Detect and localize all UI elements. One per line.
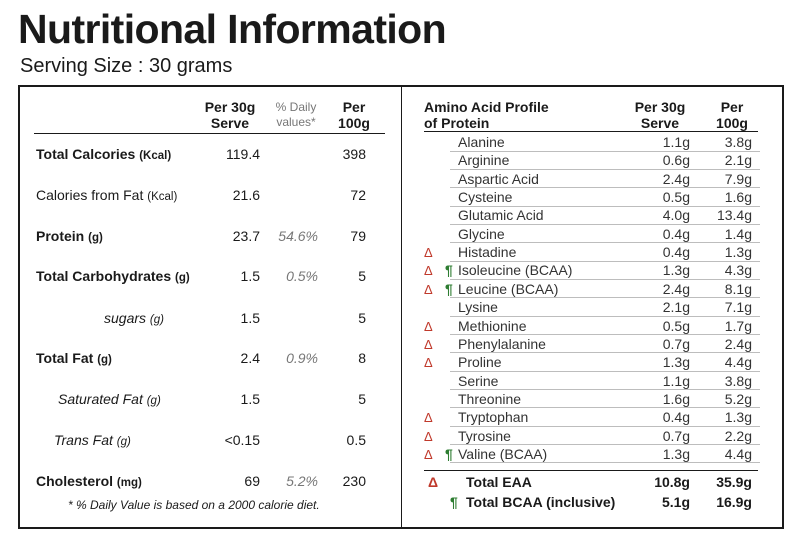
- amino-name: Arginine: [458, 152, 510, 169]
- essential-delta-icon: Δ: [424, 428, 433, 444]
- value-per-100g: 4.4g: [724, 354, 752, 371]
- total-per-serve: 5.1g: [661, 494, 690, 510]
- header-text: Serve: [640, 115, 680, 131]
- footnote: * % Daily Value is based on a 2000 calorie diet.: [68, 498, 320, 512]
- amino-name: Threonine: [458, 390, 522, 407]
- header-text: Per 30g: [634, 99, 686, 115]
- row-separator: [450, 462, 760, 463]
- nutrition-row: [20, 348, 401, 368]
- value-per-100g: 5.2g: [724, 390, 752, 407]
- value-per-serve: 1.1g: [662, 372, 690, 389]
- total-per-100g: 16.9g: [716, 494, 752, 510]
- value-per-100g: 7.1g: [724, 299, 752, 316]
- value-per-100g: 2.1g: [724, 152, 752, 169]
- value-per-serve: <0.15: [224, 432, 260, 448]
- nutrient-label: [104, 310, 164, 326]
- nutrition-table: [20, 87, 401, 527]
- nutrition-row: [20, 389, 401, 409]
- value-per-serve: 69: [244, 473, 260, 489]
- page-title: Nutritional Information: [18, 6, 447, 52]
- value-per-100g: 2.4g: [724, 335, 752, 352]
- value-per-100g: 230: [342, 473, 366, 489]
- nutrient-label: [36, 187, 177, 203]
- value-per-100g: 2.2g: [724, 427, 752, 444]
- header-text: values*: [276, 115, 316, 129]
- value-per-100g: 398: [342, 146, 366, 162]
- amino-table: [402, 87, 782, 527]
- nutrient-unit: (mg): [116, 477, 142, 489]
- value-per-serve: 1.5: [240, 268, 260, 284]
- nutrient-name: Total Carbohydrates: [36, 268, 172, 284]
- value-per-serve: 1.5: [240, 391, 260, 407]
- amino-total-row: [402, 492, 782, 512]
- header-divider: [424, 131, 758, 132]
- value-per-serve: 1.3g: [662, 262, 690, 279]
- nutrient-name: Protein: [36, 228, 85, 244]
- nutrition-row: [20, 185, 401, 205]
- header-text: 100g: [716, 115, 748, 131]
- value-per-serve: 0.5g: [662, 317, 690, 334]
- value-per-serve: 0.4g: [662, 409, 690, 426]
- value-per-100g: 4.4g: [724, 445, 752, 462]
- header-text: Serve: [210, 115, 250, 131]
- value-per-serve: 2.4g: [662, 280, 690, 297]
- value-per-100g: 7.9g: [724, 170, 752, 187]
- nutrient-name: Trans Fat: [54, 432, 113, 448]
- amino-name: Alanine: [458, 134, 505, 150]
- amino-row: [402, 298, 782, 317]
- value-per-serve: 119.4: [226, 146, 260, 162]
- amino-row: [402, 335, 782, 354]
- value-per-serve: 0.4g: [662, 225, 690, 242]
- nutrient-name: sugars: [104, 310, 147, 326]
- essential-delta-icon: Δ: [424, 281, 433, 297]
- nutrient-unit: (Kcal): [147, 191, 178, 203]
- nutrient-name: Saturated Fat: [58, 391, 143, 407]
- header-amino-profile: [424, 99, 584, 131]
- value-per-100g: 79: [350, 228, 366, 244]
- header-text: % Daily: [275, 100, 317, 114]
- value-per-serve: 0.7g: [662, 427, 690, 444]
- amino-name: Leucine (BCAA): [458, 280, 559, 297]
- essential-delta-icon: Δ: [424, 410, 433, 426]
- value-per-100g: 5: [358, 268, 366, 284]
- header-per-100g: [332, 99, 376, 131]
- nutrient-unit: (g): [88, 232, 103, 244]
- value-per-serve: 0.5g: [662, 189, 690, 206]
- amino-row: [402, 317, 782, 336]
- essential-delta-icon: Δ: [424, 336, 433, 352]
- header-text: of Protein: [424, 115, 490, 131]
- nutrient-unit: (g): [116, 436, 131, 448]
- nutrition-row: [20, 226, 401, 246]
- value-per-serve: 1.6g: [662, 390, 690, 407]
- nutrient-name: Total Fat: [36, 350, 94, 366]
- amino-row: [402, 151, 782, 170]
- nutrition-row: [20, 308, 401, 328]
- amino-total-row: [402, 472, 782, 492]
- amino-row: [402, 390, 782, 409]
- amino-name: Valine (BCAA): [458, 445, 548, 462]
- nutrient-unit: (g): [149, 314, 164, 326]
- amino-row: [402, 353, 782, 372]
- amino-name: Serine: [458, 372, 499, 389]
- total-name: Total BCAA (inclusive): [466, 494, 616, 510]
- nutrient-unit: (Kcal): [139, 150, 172, 162]
- value-per-serve: 2.4: [240, 350, 260, 366]
- header-per-serve: [198, 99, 262, 131]
- amino-row: [402, 372, 782, 391]
- nutrient-name: Calories from Fat: [36, 187, 144, 203]
- amino-name: Glutamic Acid: [458, 207, 544, 224]
- value-per-100g: 1.6g: [724, 189, 752, 206]
- nutrition-row: [20, 266, 401, 286]
- value-per-serve: 2.1g: [662, 299, 690, 316]
- nutrient-label: [58, 391, 161, 407]
- amino-name: Histadine: [458, 244, 517, 261]
- nutrient-unit: (g): [175, 272, 190, 284]
- essential-delta-icon: Δ: [424, 263, 433, 279]
- amino-row: [402, 261, 782, 280]
- value-per-serve: 0.4g: [662, 244, 690, 261]
- header-text: 100g: [338, 115, 370, 131]
- bcaa-pilcrow-icon: ¶: [445, 280, 453, 297]
- value-per-100g: 8.1g: [724, 280, 752, 297]
- value-per-100g: 3.8g: [724, 372, 752, 389]
- value-per-serve: 1.5: [240, 310, 260, 326]
- nutrition-row: [20, 430, 401, 450]
- nutrient-unit: (g): [146, 395, 161, 407]
- amino-row: [402, 445, 782, 464]
- amino-row: [402, 427, 782, 446]
- nutrition-row: [20, 144, 401, 164]
- nutrition-panel: [18, 85, 784, 529]
- amino-name: Methionine: [458, 317, 527, 334]
- nutrient-label: [36, 268, 190, 284]
- essential-delta-icon: Δ: [428, 474, 439, 490]
- nutrient-name: Total Calcories: [36, 146, 136, 162]
- value-per-100g: 5: [358, 310, 366, 326]
- value-per-serve: 0.6g: [662, 152, 690, 169]
- value-per-100g: 5: [358, 391, 366, 407]
- header-daily-values: [266, 100, 326, 130]
- header-text: Per 30g: [204, 99, 256, 115]
- nutrient-label: [36, 473, 142, 489]
- total-per-100g: 35.9g: [716, 474, 752, 490]
- bcaa-pilcrow-icon: ¶: [445, 262, 453, 279]
- value-per-100g: 13.4g: [716, 207, 752, 224]
- value-per-100g: 1.3g: [724, 409, 752, 426]
- total-name: Total EAA: [466, 474, 532, 490]
- value-per-serve: 1.3g: [662, 445, 690, 462]
- amino-row: [402, 188, 782, 207]
- value-per-100g: 3.8g: [724, 134, 752, 150]
- amino-name: Tryptophan: [458, 409, 529, 426]
- amino-name: Glycine: [458, 225, 505, 242]
- nutrient-label: [36, 350, 112, 366]
- value-daily-percent: 0.9%: [286, 350, 318, 366]
- amino-name: Aspartic Acid: [458, 170, 539, 187]
- essential-delta-icon: Δ: [424, 245, 433, 261]
- value-per-serve: 1.3g: [662, 354, 690, 371]
- amino-name: Tyrosine: [458, 427, 511, 444]
- value-per-100g: 1.4g: [724, 225, 752, 242]
- total-per-serve: 10.8g: [654, 474, 690, 490]
- value-daily-percent: 5.2%: [286, 473, 318, 489]
- value-per-serve: 21.6: [232, 187, 260, 203]
- amino-row: [402, 280, 782, 299]
- value-per-serve: 2.4g: [662, 170, 690, 187]
- value-per-100g: 8: [358, 350, 366, 366]
- nutrient-label: [36, 146, 171, 162]
- totals-divider: [424, 470, 758, 471]
- bcaa-pilcrow-icon: ¶: [450, 494, 458, 510]
- amino-name: Isoleucine (BCAA): [458, 262, 573, 279]
- amino-name: Proline: [458, 354, 502, 371]
- nutrient-unit: (g): [97, 354, 112, 366]
- serving-size: Serving Size : 30 grams: [20, 55, 233, 77]
- essential-delta-icon: Δ: [424, 446, 433, 462]
- value-daily-percent: 54.6%: [278, 228, 318, 244]
- amino-row: [402, 243, 782, 262]
- value-per-100g: 1.7g: [724, 317, 752, 334]
- header-text: Per: [720, 99, 744, 115]
- essential-delta-icon: Δ: [424, 318, 433, 334]
- amino-row: [402, 206, 782, 225]
- value-per-100g: 72: [350, 187, 366, 203]
- amino-name: Phenylalanine: [458, 335, 546, 352]
- amino-row: [402, 133, 782, 152]
- amino-row: [402, 225, 782, 244]
- value-daily-percent: 0.5%: [286, 268, 318, 284]
- value-per-100g: 0.5: [346, 432, 366, 448]
- value-per-serve: 23.7: [232, 228, 260, 244]
- amino-row: [402, 408, 782, 427]
- amino-name: Cysteine: [458, 189, 513, 206]
- value-per-100g: 4.3g: [724, 262, 752, 279]
- nutrition-row: [20, 471, 401, 491]
- header-text: Per: [342, 99, 366, 115]
- value-per-serve: 4.0g: [662, 207, 690, 224]
- bcaa-pilcrow-icon: ¶: [445, 445, 453, 462]
- value-per-serve: 0.7g: [662, 335, 690, 352]
- essential-delta-icon: Δ: [424, 355, 433, 371]
- value-per-100g: 1.3g: [724, 244, 752, 261]
- header-amino-per-100g: [710, 99, 754, 131]
- amino-row: [402, 170, 782, 189]
- amino-name: Lysine: [458, 299, 498, 316]
- nutrient-name: Cholesterol: [36, 473, 114, 489]
- header-amino-per-serve: [628, 99, 692, 131]
- header-text: Amino Acid Profile: [424, 99, 549, 115]
- value-per-serve: 1.1g: [662, 134, 690, 150]
- header-divider: [34, 133, 385, 134]
- nutrient-label: [54, 432, 131, 448]
- nutrient-label: [36, 228, 103, 244]
